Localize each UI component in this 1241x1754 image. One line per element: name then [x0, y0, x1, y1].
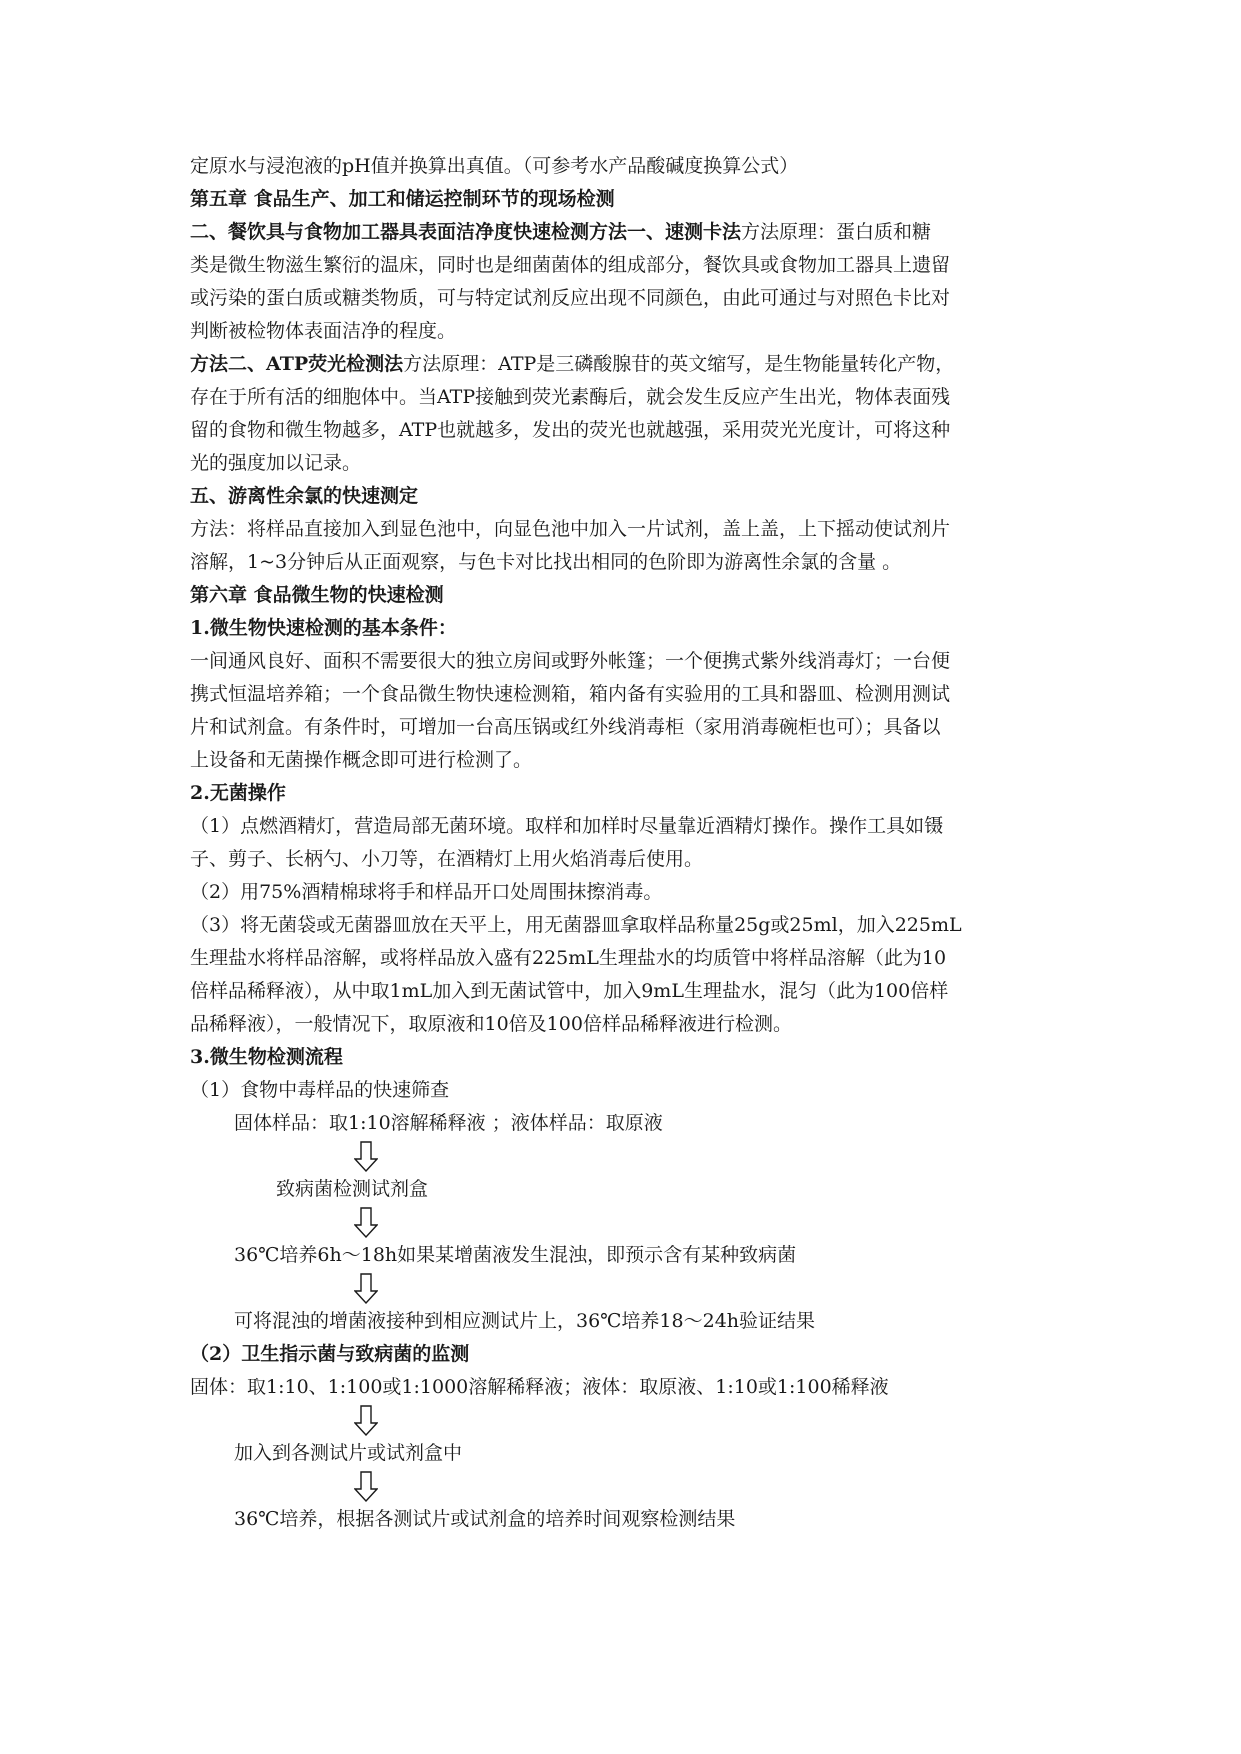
subsection-1-title: 1.微生物快速检测的基本条件：: [190, 617, 457, 639]
subsection-3-title: 3.微生物检测流程: [190, 1046, 343, 1068]
section-2-line: [190, 216, 1070, 249]
flow-1-step-4: 可将混浊的增菌液接种到相应测试片上，36℃培养18～24h验证结果: [234, 1310, 816, 1332]
flow-arrow: [190, 1206, 1070, 1239]
flow-1-step-2: 致病菌检测试剂盒: [276, 1178, 429, 1200]
paragraph-line: （2）用75%酒精棉球将手和样品开口处周围抹擦消毒。: [190, 881, 663, 903]
paragraph-line: （1）点燃酒精灯，营造局部无菌环境。取样和加样时尽量靠近酒精灯操作。操作工具如镊: [190, 815, 944, 837]
flow-arrow: [190, 1140, 1070, 1173]
flow-arrow: [190, 1470, 1070, 1503]
paragraph-line: 留的食物和微生物越多，ATP也就越多，发出的荧光也就越强，采用荧光光度计，可将这种: [190, 419, 951, 441]
flow-arrow: [190, 1404, 1070, 1437]
paragraph-line: 倍样品稀释液），从中取1mL加入到无菌试管中，加入9mL生理盐水，混匀（此为100倍样: [190, 980, 949, 1002]
down-arrow-icon: [354, 1405, 378, 1436]
paragraph-line: 溶解，1~3分钟后从正面观察，与色卡对比找出相同的色阶即为游离性余氯的含量 。: [190, 551, 902, 573]
paragraph-line: 子、剪子、长柄勺、小刀等，在酒精灯上用火焰消毒后使用。: [190, 848, 704, 870]
flow-arrow: [190, 1272, 1070, 1305]
flow-1-step-3: 36℃培养6h～18h如果某增菌液发生混浊，即预示含有某种致病菌: [234, 1244, 797, 1266]
flow-2-step-2: 加入到各测试片或试剂盒中: [234, 1442, 463, 1464]
chapter-5-title: 第五章 食品生产、加工和储运控制环节的现场检测: [190, 188, 615, 210]
flow-2-step-3: 36℃培养，根据各测试片或试剂盒的培养时间观察检测结果: [234, 1508, 736, 1530]
flow-2-title: （2）卫生指示菌与致病菌的监测: [190, 1343, 470, 1365]
paragraph-line: 定原水与浸泡液的pH值并换算出真值。（可参考水产品酸碱度换算公式）: [190, 155, 799, 177]
paragraph-line: 上设备和无菌操作概念即可进行检测了。: [190, 749, 533, 771]
down-arrow-icon: [354, 1207, 378, 1238]
method-2-heading: 方法二、ATP荧光检测法: [190, 353, 404, 375]
paragraph-line: 品稀释液），一般情况下，取原液和10倍及100倍样品稀释液进行检测。: [190, 1013, 792, 1035]
paragraph-line: 方法：将样品直接加入到显色池中，向显色池中加入一片试剂，盖上盖，上下摇动使试剂片: [190, 518, 951, 540]
section-5-title: 五、游离性余氯的快速测定: [190, 485, 419, 507]
paragraph-line: 存在于所有活的细胞体中。当ATP接触到荧光素酶后，就会发生反应产生出光，物体表面残: [190, 386, 951, 408]
section-2-heading: 二、餐饮具与食物加工器具表面洁净度快速检测方法一、速测卡法: [190, 221, 742, 243]
paragraph-line: 光的强度加以记录。: [190, 452, 362, 474]
flow-1-title: （1）食物中毒样品的快速筛查: [190, 1079, 450, 1101]
paragraph-line: 一间通风良好、面积不需要很大的独立房间或野外帐篷；一个便携式紫外线消毒灯；一台便: [190, 650, 951, 672]
down-arrow-icon: [354, 1471, 378, 1502]
subsection-2-title: 2.无菌操作: [190, 782, 286, 804]
method-2-text: 方法原理：ATP是三磷酸腺苷的英文缩写，是生物能量转化产物，: [403, 353, 955, 375]
paragraph-line: （3）将无菌袋或无菌器皿放在天平上，用无菌器皿拿取样品称量25g或25ml，加入225mL: [190, 914, 962, 936]
down-arrow-icon: [354, 1273, 378, 1304]
section-2-text: 方法原理：蛋白质和糖: [741, 221, 932, 243]
chapter-6-title: 第六章 食品微生物的快速检测: [190, 584, 444, 606]
paragraph-line: 生理盐水将样品溶解，或将样品放入盛有225mL生理盐水的均质管中将样品溶解（此为10: [190, 947, 947, 969]
paragraph-line: 片和试剂盒。有条件时，可增加一台高压锅或红外线消毒柜（家用消毒碗柜也可）；具备以: [190, 716, 941, 738]
document-page: [190, 150, 1070, 1536]
paragraph-line: 类是微生物滋生繁衍的温床，同时也是细菌菌体的组成部分，餐饮具或食物加工器具上遗留: [190, 254, 951, 276]
paragraph-line: 判断被检物体表面洁净的程度。: [190, 320, 457, 342]
flow-2-step-1: 固体：取1:10、1:100或1:1000溶解稀释液；液体：取原液、1:10或1:100稀释液: [190, 1376, 889, 1398]
flow-1-step-1: 固体样品：取1:10溶解稀释液 ；液体样品：取原液: [234, 1112, 663, 1134]
paragraph-line: 或污染的蛋白质或糖类物质，可与特定试剂反应出现不同颜色，由此可通过与对照色卡比对: [190, 287, 951, 309]
down-arrow-icon: [354, 1141, 378, 1172]
paragraph-line: 携式恒温培养箱；一个食品微生物快速检测箱，箱内备有实验用的工具和器皿、检测用测试: [190, 683, 951, 705]
method-2-line: [190, 348, 1070, 381]
